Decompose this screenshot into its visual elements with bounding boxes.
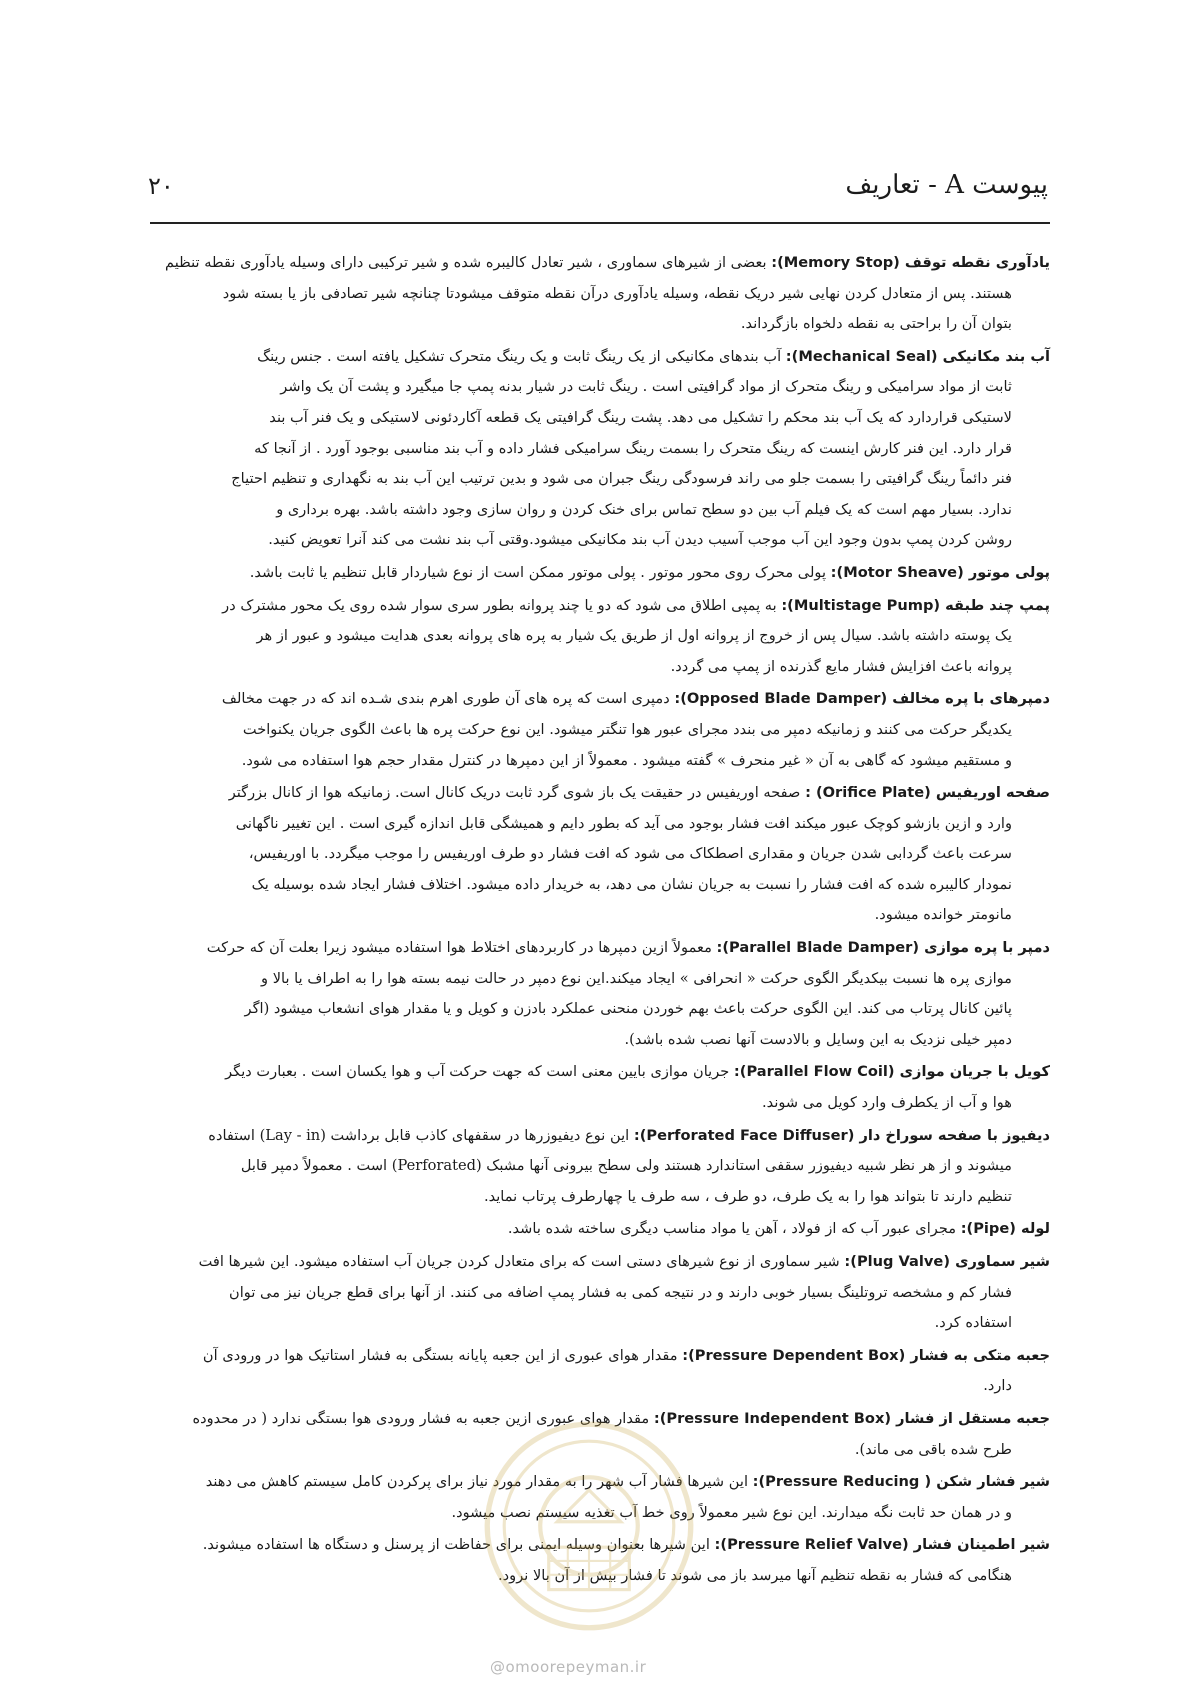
definition-text: معمولاً ازین دمپرها در کاربردهای اختلاط هوا استفاده میشود زیرا بعلت آن که حرکت [206, 939, 712, 957]
definition-text: و در همان حد ثابت نگه میدارند. این نوع شیر معمولاً روی خط آب تغذیه سیستم نصب میشود. [451, 1503, 1012, 1521]
definition-first-line [148, 684, 1050, 715]
definition-text: طرح شده باقی می ماند). [854, 1440, 1012, 1458]
definition-text: به پمپی اطلاق می شود که دو یا چند پروانه بطور سری سوار شده روی یک محور مشترک در [222, 596, 777, 614]
definition-term: پولی موتور (Motor Sheave): [830, 563, 1050, 581]
definition-line [148, 1278, 1050, 1309]
definition-first-line [148, 342, 1050, 373]
definition-line [148, 839, 1050, 870]
definition-term: کویل با جریان موازی (Parallel Flow Coil): [733, 1063, 1050, 1081]
definition-text: استفاده کرد. [934, 1314, 1012, 1332]
definition-line [148, 870, 1050, 901]
definition-line [148, 652, 1050, 683]
definition-entry [148, 1121, 1050, 1213]
definition-text: مجرای عبور آب که از فولاد ، آهن یا مواد مناسب دیگری ساخته شده باشد. [507, 1220, 957, 1238]
definition-line [148, 1088, 1050, 1119]
definition-term: شیر اطمینان فشار (Pressure Relief Valve): [714, 1536, 1050, 1554]
definition-entry [148, 1530, 1050, 1591]
definition-line [148, 1025, 1050, 1056]
definition-text: صفحه اوریفیس در حقیقت یک باز شوی گرد ثابت دریک کانال است. زمانیکه هوا از کانال بزرگتر [228, 784, 801, 802]
definition-line [148, 1561, 1050, 1592]
definition-first-line [148, 1247, 1050, 1278]
definition-line [148, 1308, 1050, 1339]
definition-text: یک پوسته داشته باشد. سیال پس از خروج از پروانه اول از طریق یک شیار به پره های پروانه بعدی هدایت میشود و عبور از هر [256, 627, 1012, 645]
definition-term: جعبه متکی به فشار (Pressure Dependent Box): [682, 1346, 1050, 1364]
definition-line [148, 372, 1050, 403]
definition-term: شیر فشار شکن ( Pressure Reducing): [752, 1473, 1050, 1491]
definitions-list [148, 248, 1050, 1594]
definition-text: هنگامی که فشار به نقطه تنظیم آنها میرسد باز می شوند تا فشار بیش از آن بالا نرود. [498, 1566, 1012, 1584]
definition-term: شیر سماوری (Plug Valve): [844, 1253, 1050, 1270]
definition-entry [148, 342, 1050, 556]
definition-first-line [148, 778, 1050, 809]
definition-text: این شیرها فشار آب شهر را به مقدار مورد نیاز برای پرکردن کامل سیستم کاهش می دهند [205, 1473, 748, 1491]
page-header [148, 170, 1048, 204]
definition-first-line [148, 1530, 1050, 1561]
definition-line [148, 900, 1050, 931]
definition-entry [148, 1404, 1050, 1465]
definition-term: پمپ چند طبقه (Multistage Pump): [781, 596, 1050, 614]
definition-term: دمپرهای با پره مخالف (Opposed Blade Damper): [674, 690, 1050, 708]
definition-entry [148, 558, 1050, 589]
definition-line [148, 746, 1050, 777]
definition-text: دارد. [983, 1377, 1012, 1395]
definition-text: این نوع دیفیوزرها در سقفهای کاذب قابل برداشت (Lay - in) استفاده [208, 1126, 630, 1144]
definition-line [148, 525, 1050, 556]
definition-term: جعبه مستقل از فشار (Pressure Independent Box): [653, 1409, 1050, 1427]
definition-text: فنر دائماً رینگ گرافیتی را بسمت جلو می راند فرسودگی رینگ جبران می شود و بدین ترتیب این آب بند به نگهداری و تنظیم احتیاج [231, 470, 1012, 488]
definition-text: میشوند و از هر نظر شبیه دیفیوزر سقفی استاندارد هستند ولی سطح بیرونی آنها مشبک (Perforated) است . معمولاً دمپر قابل [240, 1157, 1012, 1175]
definition-text: ثابت از مواد سرامیکی و رینگ متحرک از مواد گرافیتی است . رینگ ثابت در شیار بدنه پمپ جا میگیرد و پشت آن یک واشر [280, 378, 1012, 396]
definition-line [148, 309, 1050, 340]
definition-line [148, 621, 1050, 652]
definition-line [148, 809, 1050, 840]
definition-text: سرعت باعث گردابی شدن جریان و مقداری اصطکاک می شود که افت فشار دو طرف اوریفیس را موجب میگردد. با اوریفیس، [248, 845, 1012, 863]
definition-entry [148, 591, 1050, 683]
definition-entry [148, 1341, 1050, 1402]
definition-text: جریان موازی بایین معنی است که جهت حرکت آب و هوا یکسان است . بعبارت دیگر [225, 1063, 730, 1081]
definition-text: پروانه باعث افزایش فشار مایع گذرنده از پمپ می گردد. [670, 657, 1012, 675]
definition-text: فشار کم و مشخصه تروتلینگ بسیار خوبی دارند و در نتیجه کمی به فشار پمپ اضافه می کنند. از آنها برای قطع جریان نیز می توان [229, 1283, 1012, 1301]
definition-line [148, 1151, 1050, 1182]
definition-line [148, 994, 1050, 1025]
definition-entry [148, 1247, 1050, 1339]
definition-line [148, 279, 1050, 310]
definition-text: موازی پره ها نسبت بیکدیگر الگوی حرکت « انحرافی » ایجاد میکند.این نوع دمپر در حالت نیمه بسته هوا را به اطراف یا بالا و [261, 969, 1012, 987]
definition-entry [148, 1214, 1050, 1245]
definition-entry [148, 1467, 1050, 1528]
definition-term: آب بند مکانیکی (Mechanical Seal): [785, 347, 1050, 365]
definition-line [148, 1435, 1050, 1466]
definition-line [148, 434, 1050, 465]
definition-text: وارد و ازین بازشو کوچک عبور میکند افت فشار بوجود می آید که بطور دایم و همیشگی قابل اندازه گیری است . این تغییر ناگهانی [235, 814, 1012, 832]
definition-text: مانومتر خوانده میشود. [874, 906, 1012, 924]
definition-text: مقدار هوای عبوری از این جعبه پایانه بستگی به فشار استاتیک هوا در ورودی آن [202, 1346, 678, 1364]
header-rule [150, 222, 1050, 224]
definition-text: قرار دارد. این فنر کارش اینست که رینگ متحرک را بسمت رینگ سرامیکی فشار داده و آب بند مناسبی بوجود آورد . از آنجا که [254, 439, 1012, 457]
definition-line [148, 1182, 1050, 1213]
definition-line [148, 464, 1050, 495]
definition-text: بعضی از شیرهای سماوری ، شیر تعادل کالیبره شده و شیر ترکیبی دارای وسیله یادآوری نقطه تنظیم [165, 254, 767, 271]
definition-first-line [148, 1121, 1050, 1152]
definition-first-line [148, 1404, 1050, 1435]
definition-entry [148, 248, 1050, 340]
definition-entry [148, 778, 1050, 931]
definition-line [148, 964, 1050, 995]
definition-text: این شیرها بعنوان وسیله ایمنی برای حفاظت از پرسنل و دستگاه ها استفاده میشوند. [202, 1536, 710, 1554]
definition-first-line [148, 1341, 1050, 1372]
definition-line [148, 1498, 1050, 1529]
definition-term: دیفیوز با صفحه سوراخ دار (Perforated Face Diffuser): [633, 1126, 1050, 1144]
definition-first-line [148, 933, 1050, 964]
definition-text: و مستقیم میشود که گاهی به آن « غیر منحرف » گفته میشود . معمولاً از این دمپرها در کنترل مقدار حجم هوا استفاده می شود. [241, 751, 1012, 769]
definition-line [148, 495, 1050, 526]
definition-text: هستند. پس از متعادل کردن نهایی شیر دریک نقطه، وسیله یادآوری درآن نقطه متوقف میشودتا چنانچه شیر تصادفی باز یا بسته شود [222, 284, 1012, 302]
definition-text: هوا و آب از یکطرف وارد کویل می شوند. [762, 1094, 1012, 1112]
definition-entry [148, 933, 1050, 1055]
definition-term: دمپر با پره موازی (Parallel Blade Damper): [716, 939, 1050, 957]
definition-line [148, 403, 1050, 434]
footer-url: @omoorepeyman.ir [490, 1658, 647, 1676]
definition-text: دمپری است که پره های آن طوری اهرم بندی شـده اند که در جهت مخالف [221, 690, 670, 708]
definition-text: لاستیکی قراردارد که یک آب بند محکم را تشکیل می دهد. پشت رینگ گرافیتی یک قطعه آکاردئونی لاستیکی و یک فنر آب بند [269, 408, 1012, 426]
definition-text: دمپر خیلی نزدیک به این وسایل و بالادست آنها نصب شده باشد). [624, 1030, 1012, 1048]
definition-first-line [148, 1467, 1050, 1498]
definition-text: پائین کانال پرتاب می کند. این الگوی حرکت باعث بهم خوردن منحنی عملکرد بادزن و کویل و یا مقدار هوای انشعاب میشود (اگر [244, 1000, 1012, 1018]
page-title: پیوست A - تعاریف [845, 170, 1048, 200]
definition-first-line [148, 248, 1050, 279]
definition-text: پولی محرک روی محور موتور . پولی موتور ممکن است از نوع شیاردار قابل تنظیم یا ثابت باشد. [249, 563, 827, 581]
definition-line [148, 715, 1050, 746]
definition-text: شیر سماوری از نوع شیرهای دستی است که برای متعادل کردن جریان آب استفاده میشود. این شیرها افت [198, 1253, 840, 1270]
definition-entry [148, 684, 1050, 776]
definition-text: آب بندهای مکانیکی از یک رینگ ثابت و یک رینگ متحرک تشکیل یافته است . جنس رینگ [257, 347, 782, 365]
definition-first-line [148, 591, 1050, 622]
definition-term: صفحه اوریفیس (Orifice Plate) : [805, 784, 1050, 802]
definition-text: ندارد. بسیار مهم است که یک فیلم آب بین دو سطح تماس برای خنک کردن و روان سازی وجود داشته باشد. بهره برداری و [276, 500, 1012, 518]
definition-text: مقدار هوای عبوری ازین جعبه به فشار ورودی هوا بستگی ندارد ( در محدوده [192, 1409, 650, 1427]
definition-text: بتوان آن را براحتی به نقطه دلخواه بازگرداند. [740, 315, 1012, 333]
definition-first-line [148, 558, 1050, 589]
definition-text: روشن کردن پمپ بدون وجود این آب موجب آسیب دیدن آب بند مکانیکی میشود.وقتی آب بند نشت می کند آنرا تعویض کنید. [268, 531, 1012, 549]
page-number: ۲۰ [148, 172, 174, 200]
definition-first-line [148, 1057, 1050, 1088]
definition-text: یکدیگر حرکت می کنند و زمانیکه دمپر می بندد مجرای عبور هوا تنگتر میشود. این نوع حرکت پره ها باعث الگوی جریان یکنواخت [242, 720, 1012, 738]
definition-term: یادآوری نقطه توقف (Memory Stop): [771, 254, 1050, 271]
definition-term: لوله (Pipe): [960, 1220, 1050, 1238]
definition-text: نمودار کالیبره شده که افت فشار را نسبت به جریان نشان می دهد، به خریدار داده میشود. اختلاف فشار ایجاد شده بوسیله یک [251, 875, 1012, 893]
definition-line [148, 1371, 1050, 1402]
definition-first-line [148, 1214, 1050, 1245]
definition-text: تنظیم دارند تا بتواند هوا را به یک طرف، دو طرف ، سه طرف یا چهارطرف پرتاب نماید. [483, 1187, 1012, 1205]
definition-entry [148, 1057, 1050, 1118]
